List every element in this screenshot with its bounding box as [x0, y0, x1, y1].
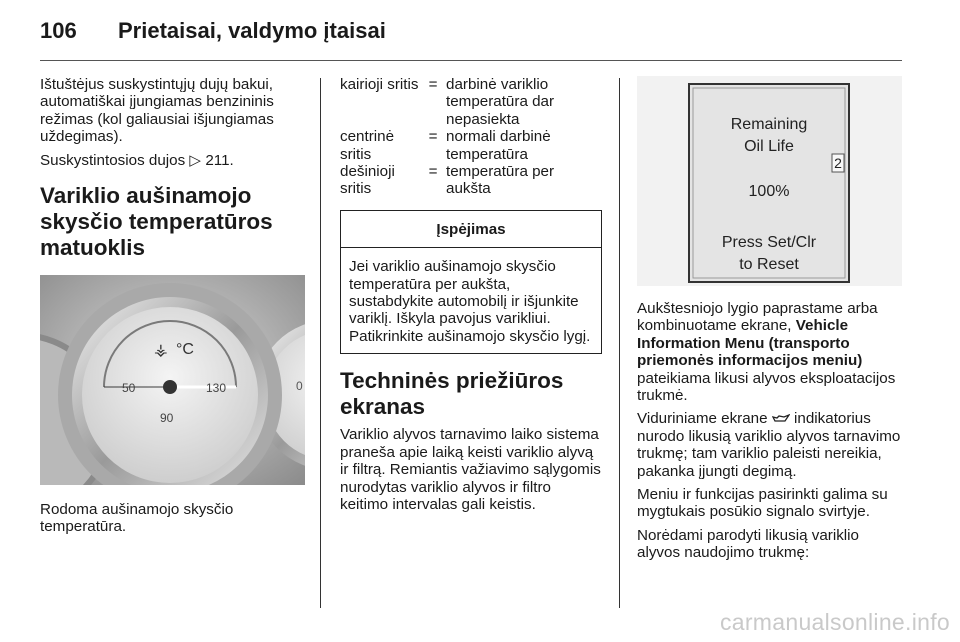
- header-rule: [40, 60, 902, 61]
- vehicle-info-menu-paragraph: [637, 300, 905, 404]
- page-number: 106: [40, 18, 77, 43]
- definition-equals: =: [428, 163, 438, 181]
- display-remaining-paragraph: Norėdami parodyti likusią variklio alyvos naudojimo trukmę:: [637, 526, 859, 562]
- watermark: carmanualsonline.info: [719, 609, 950, 635]
- warning-body: Jei variklio aušinamojo skysčio temperatūra per aukšta, sustabdykite automobilį ir išjunkite variklį. Iškyla pavojus varikliui. Patikrinkite aušinamojo skysčio lygį.: [349, 258, 591, 345]
- column-divider-right: [619, 78, 620, 608]
- adjacent-gauge-tick: 0: [296, 379, 303, 394]
- column-2: [340, 76, 602, 519]
- definition-term: centrinė sritis: [340, 128, 395, 163]
- gauge-tick-90: 90: [160, 411, 174, 426]
- display-line-press: Press Set/Clr: [721, 234, 817, 251]
- gauge-caption: Rodoma aušinamojo skysčio temperatūra.: [40, 501, 234, 536]
- page-ref-arrow-icon: ▷: [189, 151, 202, 169]
- definition-description: normali darbinė temperatūra: [446, 128, 551, 163]
- display-line-percent: 100%: [748, 183, 790, 200]
- definition-description: darbinė variklio temperatūra dar nepasiekta: [446, 76, 555, 128]
- display-line-reset: to Reset: [739, 256, 799, 273]
- column-1: [40, 76, 305, 542]
- lpg-reference-paragraph: [40, 152, 305, 169]
- page-header: [0, 0, 960, 62]
- display-line-remaining: Remaining: [730, 116, 808, 133]
- vehicle-info-text-a: Aukštesniojo lygio paprastame arba kombinuotame ekrane,: [637, 300, 878, 335]
- definition-description: temperatūra per aukšta: [446, 163, 555, 198]
- gauge-tick-50: 50: [122, 381, 136, 396]
- gauge-tick-130: 130: [206, 381, 227, 396]
- gauge-unit-label: °C: [176, 341, 194, 359]
- oil-can-icon: [772, 410, 794, 427]
- definition-term: dešinioji sritis: [340, 163, 395, 198]
- mid-display-paragraph: [637, 410, 905, 480]
- menu-selection-paragraph: Meniu ir funkcijas pasirinkti galima su mygtukais posūkio signalo svirtyje.: [637, 486, 888, 521]
- display-line-oil-life: Oil Life: [744, 138, 794, 155]
- vehicle-info-menu-name: Vehicle Information Menu (transporto priemonės informacijos meniu): [637, 317, 863, 370]
- mid-display-text-b: indikatorius nurodo likusią variklio alyvos tarnavimo trukmę; tam variklio paleisti nereikia, pakanka įjungti degimą.: [637, 410, 901, 480]
- display-page-indicator: 2: [834, 155, 842, 171]
- page-title: Prietaisai, valdymo įtaisai: [118, 18, 386, 43]
- warning-box: [340, 210, 602, 354]
- column-divider-left: [320, 78, 321, 608]
- service-display-heading: Techninės priežiūros ekranas: [340, 368, 564, 420]
- coolant-gauge-photo: [40, 275, 305, 485]
- definition-equals: =: [428, 76, 438, 93]
- lpg-reference-text: Suskystintosios dujos: [40, 151, 190, 169]
- lpg-reference-page[interactable]: 211.: [205, 151, 234, 169]
- coolant-temperature-icon: ⚶: [154, 340, 168, 360]
- warning-title: Įspėjimas: [341, 211, 601, 248]
- column-3: [637, 76, 905, 568]
- service-display-paragraph: Variklio alyvos tarnavimo laiko sistema praneša apie laiką keisti variklio alyvą ir filtrą. Remiantis važiavimo sąlygomis nurodytas variklio alyvos ir filtro keitimo intervalas gali keistis.: [340, 426, 601, 513]
- definition-equals: =: [428, 128, 438, 146]
- coolant-gauge-heading: Variklio aušinamojo skysčio temperatūros matuoklis: [40, 183, 273, 261]
- gauge-zone-definitions: [340, 76, 602, 198]
- lpg-empty-paragraph: Ištuštėjus suskystintųjų dujų bakui, automatiškai įjungiamas benzininis režimas (kol galiausiai išjungiamas uždegimas).: [40, 76, 274, 146]
- mid-display-text-a: Viduriniame ekrane: [637, 410, 772, 428]
- vehicle-info-text-b: pateikiama likusi alyvos eksploatacijos trukmė.: [637, 369, 896, 405]
- oil-life-display-image: [637, 76, 902, 286]
- definition-term: kairioji sritis: [340, 76, 419, 93]
